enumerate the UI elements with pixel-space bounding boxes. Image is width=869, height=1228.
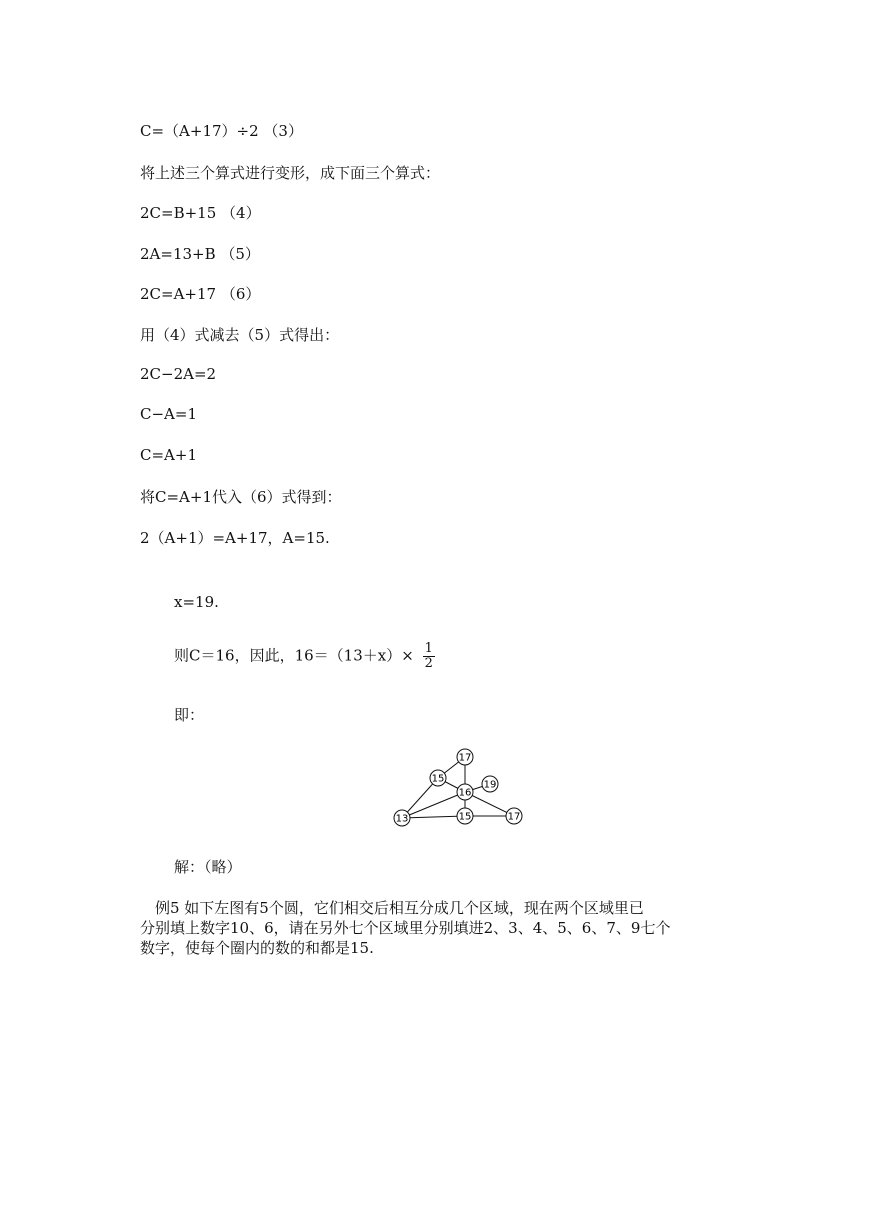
graph-node (506, 808, 522, 824)
graph-node (394, 810, 410, 826)
graph-node (457, 808, 473, 824)
node-label: 17 (458, 752, 472, 764)
example-line: 例5 如下左图有5个圆，它们相交后相互分成几个区域，现在两个区域里已 (140, 899, 644, 917)
example-line: 分别填上数字10、6，请在另外七个区域里分别填进2、3、4、5、6、7、9七个 (140, 919, 671, 937)
c-value-text: 则C＝16，因此，16＝（13＋x）× (174, 646, 414, 665)
fraction-half (423, 642, 435, 671)
edge-16-13 (402, 792, 465, 818)
node-label: 17 (507, 811, 521, 823)
equation-line-6: 2C=A+17 （6） (140, 285, 261, 303)
node-label: 15 (458, 811, 472, 823)
fraction-numerator: 1 (424, 641, 433, 656)
equation-line-3: C=（A+17）÷2 （3） (140, 122, 303, 140)
ji-label: 即： (174, 706, 205, 724)
subtract-intro: 用（4）式减去（5）式得出： (140, 326, 340, 344)
step-line-2: C−A=1 (140, 405, 197, 423)
equation-line-4: 2C=B+15 （4） (140, 204, 261, 222)
node-label: 19 (483, 779, 497, 791)
node-label: 13 (395, 813, 409, 825)
edge-13-15b (402, 816, 465, 818)
transform-intro: 将上述三个算式进行变形，成下面三个算式： (140, 164, 441, 182)
equation-line-5: 2A=13+B （5） (140, 245, 260, 263)
example-5-paragraph (140, 898, 750, 958)
graph-node (482, 776, 498, 792)
graph-node (430, 770, 446, 786)
graph-node (457, 749, 473, 765)
step-line-3: C=A+1 (140, 446, 197, 464)
number-graph-figure (388, 743, 528, 828)
fraction-denominator: 2 (424, 656, 433, 671)
solution-label: 解：（略） (174, 858, 242, 876)
node-label: 15 (431, 773, 445, 785)
example-line: 数字，使每个圈内的数的和都是15. (140, 939, 374, 957)
result-line: 2（A+1）=A+17，A=15. (140, 529, 330, 547)
step-line-1: 2C−2A=2 (140, 365, 217, 383)
c-value-line (174, 642, 435, 671)
substitute-intro: 将C=A+1代入（6）式得到： (140, 488, 342, 506)
node-label: 16 (458, 787, 472, 799)
graph-node (457, 784, 473, 800)
x-value-line: x=19. (174, 593, 219, 611)
